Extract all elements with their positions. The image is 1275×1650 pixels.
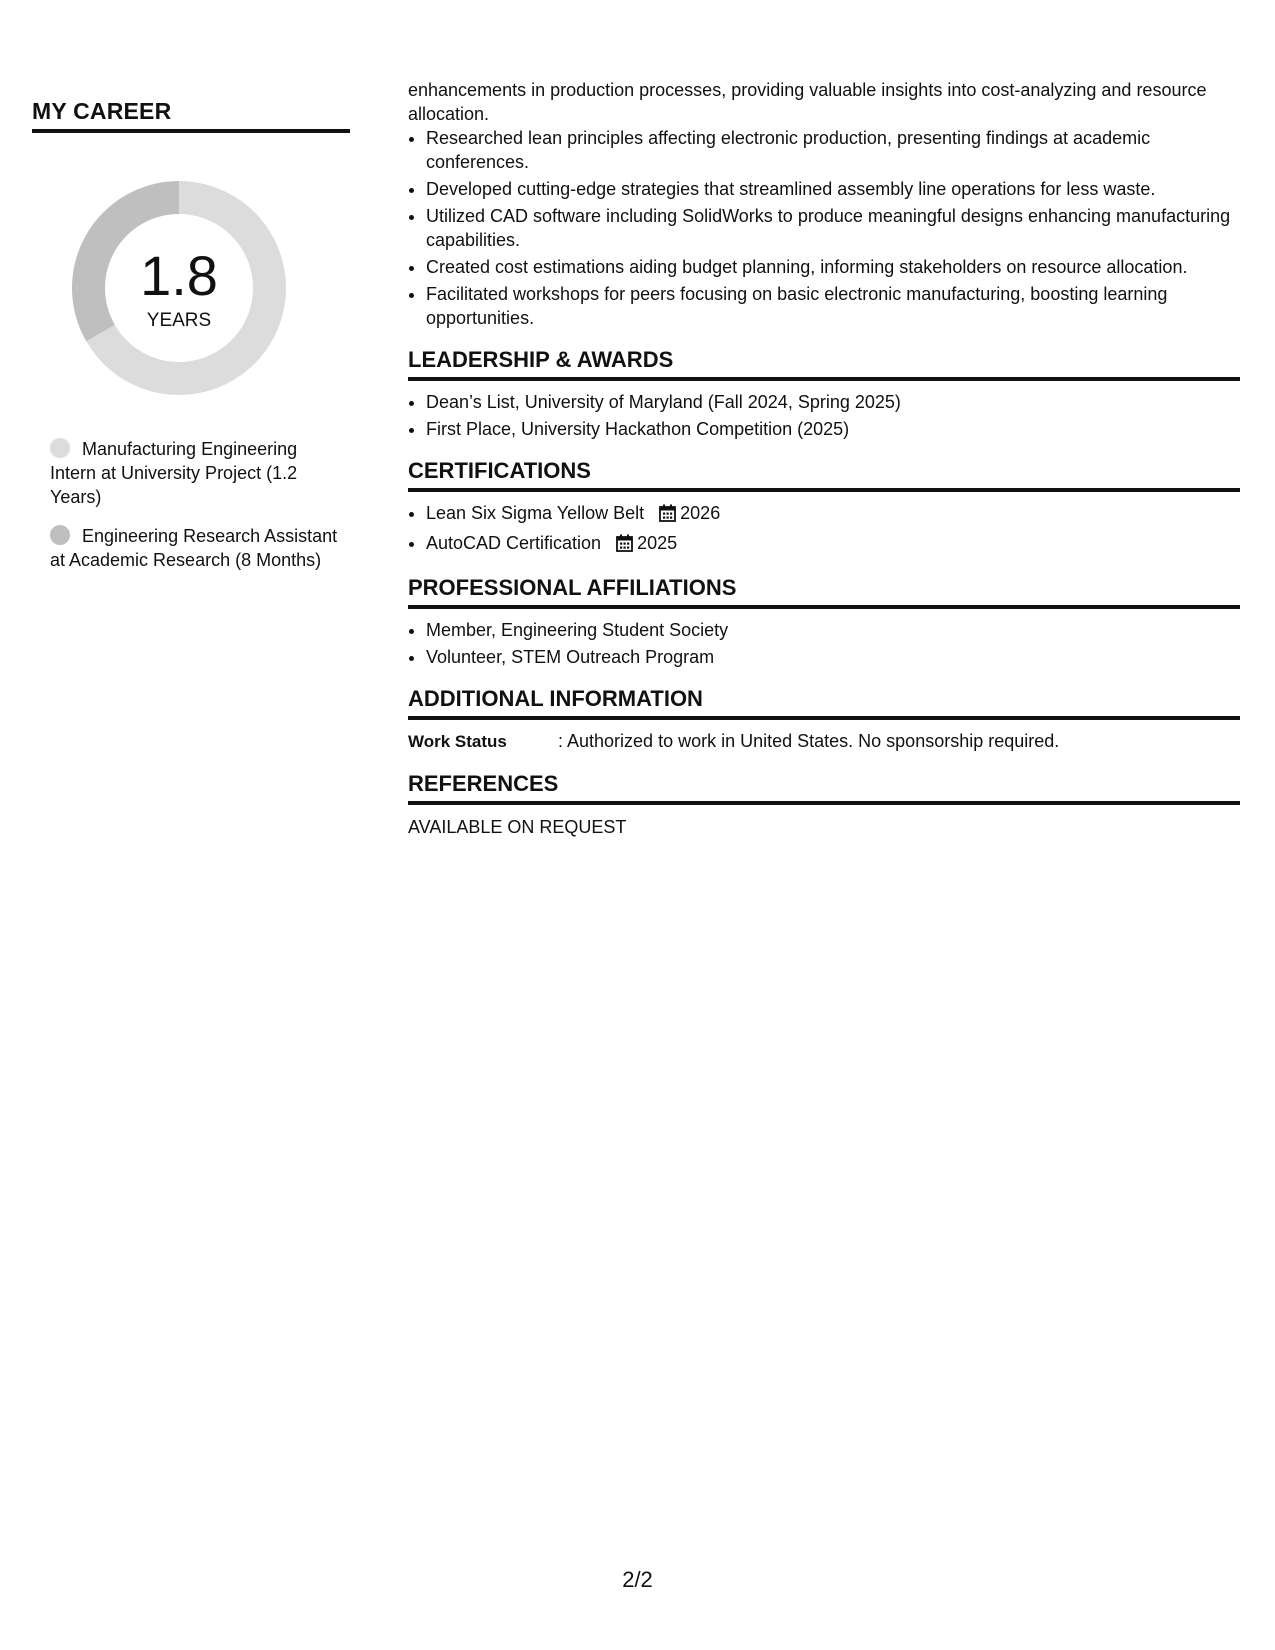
awards-list xyxy=(408,390,1240,441)
list-item: • Member, Engineering Student Society xyxy=(426,618,1240,642)
affiliations-heading: PROFESSIONAL AFFILIATIONS xyxy=(408,575,1240,609)
legend-dot xyxy=(50,438,70,458)
career-item xyxy=(50,524,340,572)
certifications-heading: CERTIFICATIONS xyxy=(408,458,1240,492)
list-item: • Researched lean principles affecting electronic production, presenting findings at academic conferences. xyxy=(426,126,1240,174)
page-number: 2/2 xyxy=(622,1567,653,1592)
list-item: • First Place, University Hackathon Competition (2025) xyxy=(426,417,1240,441)
career-donut-chart xyxy=(66,175,292,401)
work-status-row xyxy=(408,729,1240,754)
work-status-value: : Authorized to work in United States. No sponsorship required. xyxy=(558,731,1060,751)
list-item: • Volunteer, STEM Outreach Program xyxy=(426,645,1240,669)
list-item: • Created cost estimations aiding budget planning, informing stakeholders on resource allocation. xyxy=(426,255,1240,279)
career-heading: MY CAREER xyxy=(32,98,350,133)
awards-heading: LEADERSHIP & AWARDS xyxy=(408,347,1240,381)
work-status-label: Work Status xyxy=(408,732,507,751)
list-item: • Facilitated workshops for peers focusing on basic electronic manufacturing, boosting learning opportunities. xyxy=(426,282,1240,330)
references-text: AVAILABLE ON REQUEST xyxy=(408,817,627,837)
years-label: YEARS xyxy=(146,310,212,331)
career-item-text: Manufacturing Engineering Intern at University Project (1.2 Years) xyxy=(50,439,298,507)
years-value: 1.8 xyxy=(140,244,218,307)
right-column xyxy=(408,78,1240,839)
list-item xyxy=(426,501,1240,528)
calendar-icon xyxy=(616,534,633,558)
references-heading: REFERENCES xyxy=(408,771,1240,805)
certification-year: 2026 xyxy=(680,503,721,523)
certification-name: AutoCAD Certification xyxy=(426,533,602,553)
experience-bullets xyxy=(408,126,1240,330)
certification-year: 2025 xyxy=(637,533,678,553)
list-item: • Dean’s List, University of Maryland (Fall 2024, Spring 2025) xyxy=(426,390,1240,414)
list-item: • Developed cutting-edge strategies that streamlined assembly line operations for less waste. xyxy=(426,177,1240,201)
certification-name: Lean Six Sigma Yellow Belt xyxy=(426,503,645,523)
career-legend xyxy=(50,437,340,587)
list-item: • Utilized CAD software including SolidWorks to produce meaningful designs enhancing manufacturing capabilities. xyxy=(426,204,1240,252)
legend-dot xyxy=(50,525,70,545)
experience-intro: enhancements in production processes, providing valuable insights into cost-analyzing and resource allocation. xyxy=(408,80,1207,124)
affiliations-list xyxy=(408,618,1240,669)
calendar-icon xyxy=(659,504,676,528)
additional-info-heading: ADDITIONAL INFORMATION xyxy=(408,686,1240,720)
certifications-list xyxy=(408,501,1240,558)
list-item xyxy=(426,531,1240,558)
career-item xyxy=(50,437,340,509)
career-item-text: Engineering Research Assistant at Academic Research (8 Months) xyxy=(50,526,338,570)
